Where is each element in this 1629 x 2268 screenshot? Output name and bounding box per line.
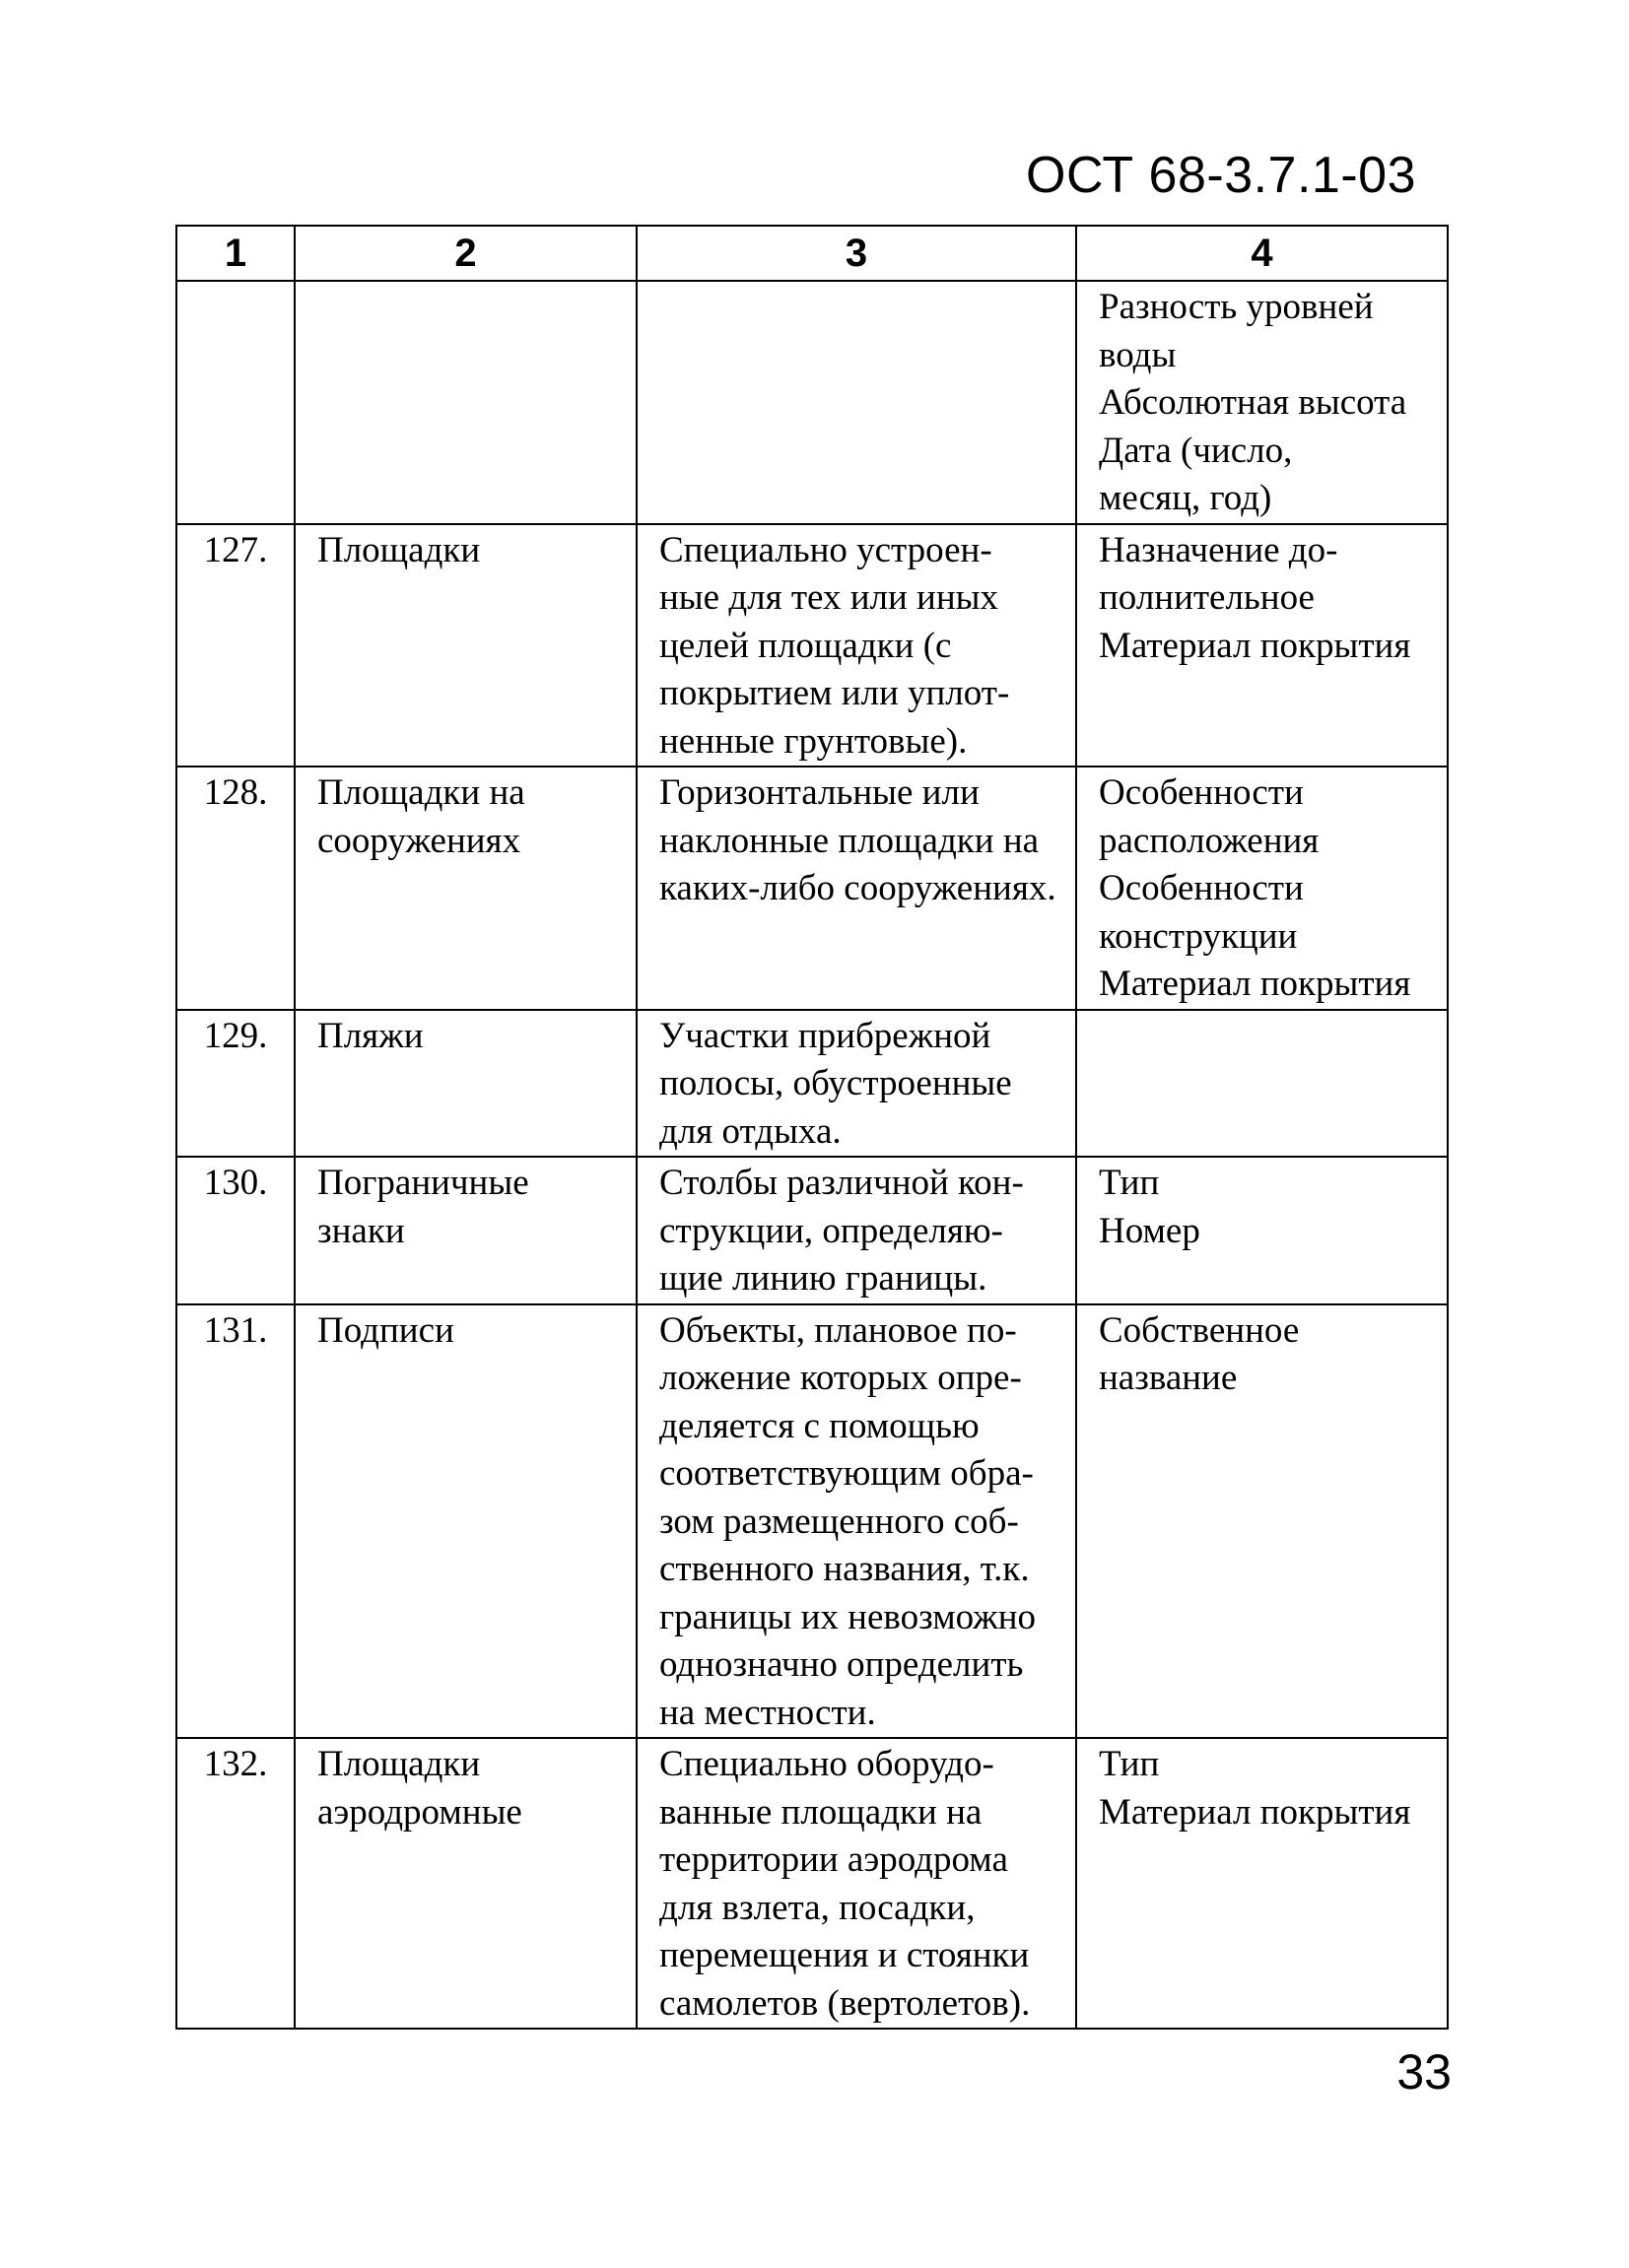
cell-text-line: Подписи (317, 1309, 454, 1351)
cell-text-line: для взлета, посадки, (659, 1887, 976, 1928)
attributes-cell (1076, 1157, 1448, 1304)
cell-text-line: Объекты, плановое по- (659, 1309, 1017, 1351)
cell-text-line: Площадки (317, 529, 481, 570)
row-number-cell (176, 1157, 295, 1304)
cell-text-line: Материал покрытия (1099, 625, 1411, 666)
cell-text-line: на местности. (659, 1692, 876, 1733)
object-name-cell (295, 524, 637, 767)
cell-text-line: Площадки на (317, 772, 525, 813)
cell-text-line: Пограничные (317, 1163, 529, 1203)
cell-text-line: Разность уровней (1099, 287, 1374, 327)
row-number-cell (176, 1738, 295, 2029)
cell-text-line: Особенности (1099, 772, 1304, 813)
cell-text-line: Горизонтальные или (659, 772, 980, 813)
column-header-3: 3 (637, 226, 1076, 281)
attributes-cell (1076, 1304, 1448, 1739)
cell-text-line: Материал покрытия (1099, 1791, 1411, 1833)
cell-text-line: Пляжи (317, 1015, 424, 1056)
table-row (176, 1738, 1448, 2029)
description-cell (637, 1738, 1076, 2029)
cell-text-line: перемещения и стоянки (659, 1935, 1030, 1975)
cell-text-line: 128. (203, 772, 268, 813)
cell-text-line: соответствующим обра- (659, 1453, 1034, 1494)
cell-text-line: наклонные площадки на (659, 820, 1040, 861)
object-name-cell (295, 1157, 637, 1304)
object-name-cell (295, 767, 637, 1010)
cell-text-line: 127. (203, 529, 268, 570)
row-number-cell (176, 1010, 295, 1158)
specification-table (175, 225, 1449, 2030)
cell-text-line: границы их невозможно (659, 1596, 1037, 1637)
table-row (176, 281, 1448, 524)
description-cell (637, 767, 1076, 1010)
cell-text-line: зом размещенного соб- (659, 1501, 1019, 1542)
cell-text-line: покрытием или уплот- (659, 673, 1010, 713)
column-header-1: 1 (176, 226, 295, 281)
table-row (176, 1157, 1448, 1304)
cell-text-line: 130. (203, 1163, 268, 1203)
table-row (176, 767, 1448, 1010)
cell-text-line: расположения (1099, 820, 1320, 861)
table-row (176, 1304, 1448, 1739)
cell-text-line: ные для тех или иных (659, 577, 999, 618)
document-code: ОСТ 68-3.7.1-03 (1026, 147, 1416, 204)
cell-text-line: аэродромные (317, 1791, 522, 1833)
cell-text-line: Абсолютная высота (1099, 382, 1407, 423)
attributes-cell (1076, 281, 1448, 524)
cell-text-line: сооружениях (317, 820, 521, 861)
cell-text-line: 132. (203, 1744, 268, 1784)
cell-text-line: щие линию границы. (659, 1258, 987, 1299)
description-cell (637, 524, 1076, 767)
description-cell (637, 1010, 1076, 1158)
table-row (176, 1010, 1448, 1158)
cell-text-line: 129. (203, 1015, 268, 1056)
description-cell (637, 1157, 1076, 1304)
object-name-cell (295, 1304, 637, 1739)
attributes-cell (1076, 524, 1448, 767)
cell-text-line: Собственное (1099, 1309, 1300, 1351)
object-name-cell (295, 281, 637, 524)
row-number-cell (176, 281, 295, 524)
cell-text-line: Специально устроен- (659, 529, 992, 570)
cell-text-line: Материал покрытия (1099, 964, 1411, 1004)
cell-text-line: воды (1099, 334, 1177, 375)
cell-text-line: 131. (203, 1309, 268, 1351)
table-header-row (176, 226, 1448, 281)
cell-text-line: Номер (1099, 1210, 1200, 1251)
cell-text-line: Дата (число, (1099, 430, 1293, 471)
table-row (176, 524, 1448, 767)
cell-text-line: для отдыха. (659, 1110, 842, 1152)
column-header-4: 4 (1076, 226, 1448, 281)
description-cell (637, 1304, 1076, 1739)
cell-text-line: название (1099, 1358, 1238, 1398)
row-number-cell (176, 1304, 295, 1739)
page-number: 33 (1396, 2044, 1452, 2100)
column-header-2: 2 (295, 226, 637, 281)
cell-text-line: месяц, год) (1099, 478, 1272, 518)
cell-text-line: территории аэродрома (659, 1839, 1008, 1880)
attributes-cell (1076, 767, 1448, 1010)
cell-text-line: Столбы различной кон- (659, 1163, 1024, 1203)
cell-text-line: струкции, определяю- (659, 1210, 1003, 1251)
cell-text-line: знаки (317, 1210, 405, 1251)
object-name-cell (295, 1010, 637, 1158)
cell-text-line: Специально оборудо- (659, 1744, 994, 1784)
cell-text-line: Площадки (317, 1744, 481, 1784)
cell-text-line: Тип (1099, 1163, 1160, 1203)
cell-text-line: конструкции (1099, 915, 1298, 957)
attributes-cell (1076, 1010, 1448, 1158)
object-name-cell (295, 1738, 637, 2029)
cell-text-line: ложение которых опре- (659, 1358, 1022, 1398)
cell-text-line: полнительное (1099, 577, 1315, 618)
description-cell (637, 281, 1076, 524)
cell-text-line: Участки прибрежной (659, 1015, 991, 1056)
cell-text-line: целей площадки (с (659, 625, 952, 666)
cell-text-line: самолетов (вертолетов). (659, 1982, 1031, 2024)
cell-text-line: однозначно определить (659, 1644, 1024, 1685)
row-number-cell (176, 767, 295, 1010)
attributes-cell (1076, 1738, 1448, 2029)
cell-text-line: ванные площадки на (659, 1791, 983, 1833)
cell-text-line: полосы, обустроенные (659, 1063, 1012, 1103)
cell-text-line: ненные грунтовые). (659, 720, 968, 762)
cell-text-line: Особенности (1099, 868, 1304, 908)
row-number-cell (176, 524, 295, 767)
table-body (176, 281, 1448, 2029)
cell-text-line: ственного названия, т.к. (659, 1549, 1030, 1589)
cell-text-line: Назначение до- (1099, 529, 1338, 570)
cell-text-line: деляется с помощью (659, 1405, 980, 1446)
cell-text-line: Тип (1099, 1744, 1160, 1784)
cell-text-line: каких-либо сооружениях. (659, 868, 1056, 908)
